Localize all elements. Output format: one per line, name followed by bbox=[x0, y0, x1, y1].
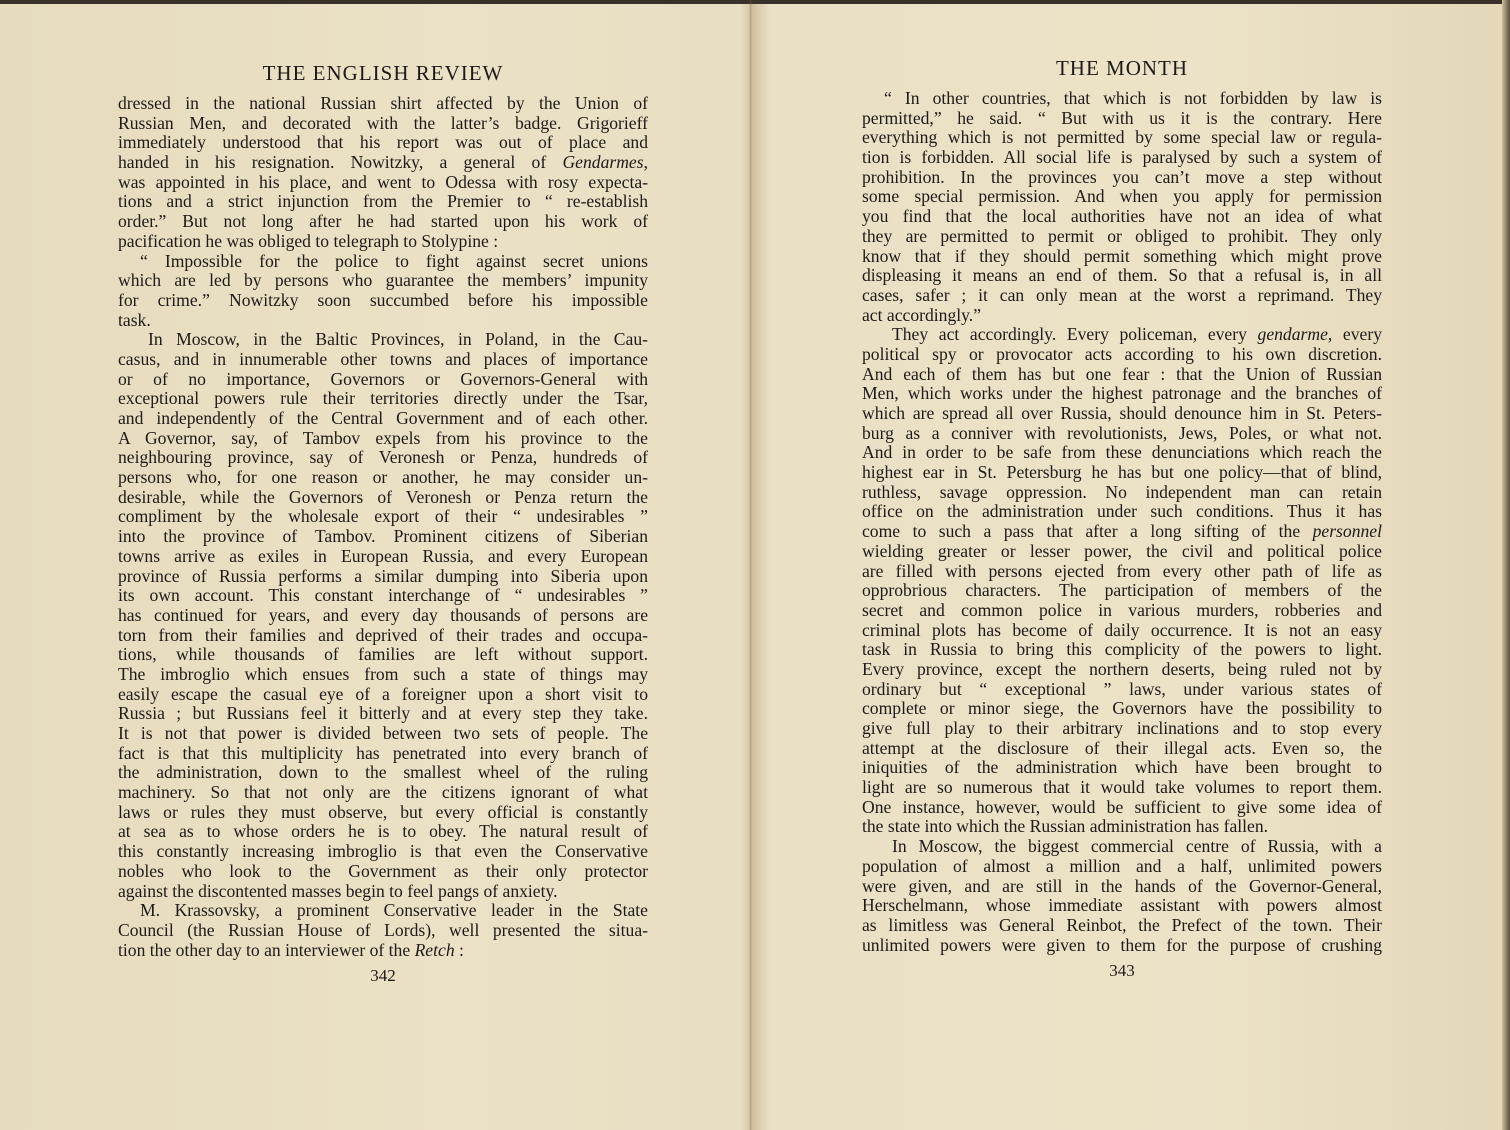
left-page-number: 342 bbox=[370, 966, 396, 986]
text-line: And each of them has but one fear : that the Union of Russian bbox=[862, 364, 1382, 384]
text-line: some special permission. And when you apply for permission bbox=[862, 187, 1382, 207]
text-line: task. bbox=[118, 310, 151, 330]
text-line: everything which is not permitted by some special law or regula- bbox=[862, 128, 1382, 148]
text-line: ordinary but “ exceptional ” laws, under various states of bbox=[862, 679, 1382, 699]
text-line: order.” But not long after he had started upon his work of bbox=[118, 212, 648, 232]
text-line: as limitless was General Reinbot, the Prefect of the town. Their bbox=[862, 915, 1382, 935]
text-line: laws or rules they must observe, but every official is constantly bbox=[118, 802, 648, 822]
text-line: give full play to their arbitrary inclinations and to stop every bbox=[862, 719, 1382, 738]
text-line: tions and a strict injunction from the Premier to “ re-establish bbox=[118, 192, 648, 212]
text-line: were given, and are still in the hands of the Governor-General, bbox=[862, 876, 1382, 896]
text-line: into the province of Tambov. Prominent citizens of Siberian bbox=[118, 527, 648, 547]
text-line: exceptional powers rule their territories directly under the Tsar, bbox=[118, 389, 648, 409]
text-line: cases, safer ; it can only mean at the worst a reprimand. They bbox=[862, 285, 1382, 305]
text-line: or of no importance, Governors or Governors-General with bbox=[118, 369, 648, 389]
text-line: highest ear in St. Petersburg he has but one policy—that of blind, bbox=[862, 463, 1382, 483]
text-line: are filled with persons ejected from every other path of life as bbox=[862, 561, 1382, 581]
text-line: ruthless, savage oppression. No independent man can retain bbox=[862, 482, 1382, 502]
text-line: In Moscow, in the Baltic Provinces, in Poland, in the Cau- bbox=[148, 330, 648, 350]
text-line: attempt at the disclosure of their illegal acts. Even so, the bbox=[862, 738, 1382, 758]
text-line: Russian Men, and decorated with the latter’s badge. Grigorieff bbox=[118, 113, 648, 133]
text-line: fact is that this multiplicity has penetrated into every branch of bbox=[118, 743, 648, 763]
text-line: Russia ; but Russians feel it bitterly and at every step they take. bbox=[118, 704, 648, 724]
left-running-head: THE ENGLISH REVIEW bbox=[262, 61, 504, 85]
text-line: And in order to be safe from these denunciations which reach the bbox=[862, 443, 1382, 463]
text-line: prohibition. In the provinces you can’t move a step without bbox=[862, 167, 1382, 187]
text-line: against the discontented masses begin to feel pangs of anxiety. bbox=[118, 881, 558, 901]
text-line: which are led by persons who guarantee the members’ impunity bbox=[118, 271, 648, 291]
text-line: light are so numerous that it would take volumes to report them. bbox=[862, 778, 1382, 798]
text-line: persons who, for one reason or another, he may consider un- bbox=[118, 468, 648, 488]
text-line: task in Russia to bring this complicity of the powers to light. bbox=[862, 640, 1382, 660]
text-line: burg as a conniver with revolutionists, Jews, Poles, or what not. bbox=[862, 423, 1382, 443]
text-line: and independently of the Central Government and of each other. bbox=[118, 409, 648, 428]
right-running-head: THE MONTH bbox=[1055, 56, 1189, 80]
text-line: In Moscow, the biggest commercial centre of Russia, with a bbox=[892, 837, 1382, 857]
text-line: pacification he was obliged to telegraph to Stolypine : bbox=[118, 231, 499, 251]
book-gutter bbox=[749, 0, 752, 1130]
text-line: It is not that power is divided between two sets of people. The bbox=[118, 724, 648, 743]
text-line: at sea as to whose orders he is to obey. The natural result of bbox=[118, 822, 648, 842]
text-line: handed in his resignation. Nowitzky, a general of Gendarmes, bbox=[118, 153, 648, 173]
text-line: the administration, down to the smallest wheel of the ruling bbox=[118, 763, 648, 783]
text-line: tions, while thousands of families are left without support. bbox=[118, 645, 648, 665]
text-line: torn from their families and deprived of their trades and occupa- bbox=[118, 625, 648, 645]
text-line: towns arrive as exiles in European Russia, and every European bbox=[118, 546, 648, 566]
text-line: you find that the local authorities have not an idea of what bbox=[862, 207, 1382, 227]
text-line: criminal plots has become of daily occurrence. It is not an easy bbox=[862, 620, 1382, 640]
book-top-edge bbox=[0, 0, 1510, 4]
text-line: easily escape the casual eye of a foreigner upon a short visit to bbox=[118, 684, 648, 704]
text-line: immediately understood that his report was out of place and bbox=[118, 133, 648, 153]
text-line: which are spread all over Russia, should denounce him in St. Peters- bbox=[862, 404, 1382, 423]
text-line: they are permitted to permit or obliged to prohibit. They only bbox=[862, 226, 1382, 246]
text-line: Council (the Russian House of Lords), well presented the situa- bbox=[118, 920, 648, 940]
text-line: Men, which works under the highest patronage and the branches of bbox=[862, 384, 1382, 404]
text-line: the state into which the Russian administration has fallen. bbox=[862, 817, 1269, 837]
text-line: nobles who look to the Government as their only protector bbox=[118, 861, 648, 881]
text-line: casus, and in innumerable other towns and places of importance bbox=[118, 349, 648, 369]
text-line: province of Russia performs a similar dumping into Siberia upon bbox=[118, 566, 648, 586]
text-line: compliment by the wholesale export of their “ undesirables ” bbox=[118, 507, 648, 527]
text-line: They act accordingly. Every policeman, every gendarme, every bbox=[892, 325, 1382, 345]
text-line: wielding greater or lesser power, the civil and political police bbox=[862, 541, 1382, 561]
text-line: “ Impossible for the police to fight against secret unions bbox=[140, 251, 648, 271]
text-line: its own account. This constant interchange of “ undesirables ” bbox=[118, 586, 648, 606]
text-line: dressed in the national Russian shirt affected by the Union of bbox=[118, 94, 648, 113]
text-line: desirable, while the Governors of Veronesh or Penza return the bbox=[118, 487, 648, 507]
text-line: for crime.” Nowitzky soon succumbed before his impossible bbox=[118, 290, 648, 310]
right-text-block bbox=[862, 89, 1382, 955]
text-line: Every province, except the northern deserts, being ruled not by bbox=[862, 659, 1382, 679]
text-line: The imbroglio which ensues from such a state of things may bbox=[118, 664, 648, 684]
text-line: displeasing it means an end of them. So that a refusal is, in all bbox=[862, 266, 1382, 286]
text-line: tion is forbidden. All social life is paralysed by such a system of bbox=[862, 148, 1382, 168]
text-line: iniquities of the administration which have been brought to bbox=[862, 758, 1382, 778]
text-line: M. Krassovsky, a prominent Conservative leader in the State bbox=[140, 901, 648, 921]
text-line: has continued for years, and every day thousands of persons are bbox=[118, 605, 648, 625]
left-text-block bbox=[118, 94, 648, 960]
text-line: tion the other day to an interviewer of the Retch : bbox=[118, 940, 464, 960]
text-line: opprobrious characters. The participation of members of the bbox=[862, 581, 1382, 601]
text-line: Herschelmann, whose immediate assistant with powers almost bbox=[862, 896, 1382, 916]
left-page bbox=[118, 58, 648, 986]
text-line: unlimited powers were given to them for the purpose of crushing bbox=[862, 935, 1382, 955]
text-line: political spy or provocator acts according to his own discretion. bbox=[862, 344, 1382, 364]
right-page bbox=[862, 53, 1382, 981]
right-page-number: 343 bbox=[1109, 961, 1135, 981]
text-line: come to such a pass that after a long sifting of the personnel bbox=[862, 522, 1382, 542]
text-line: act accordingly.” bbox=[862, 305, 982, 325]
text-line: population of almost a million and a half, unlimited powers bbox=[862, 856, 1382, 876]
text-line: know that if they should permit something which might prove bbox=[862, 246, 1382, 266]
text-line: “ In other countries, that which is not forbidden by law is bbox=[884, 89, 1382, 108]
text-line: this constantly increasing imbroglio is that even the Conservative bbox=[118, 842, 648, 862]
text-line: secret and common police in various murders, robberies and bbox=[862, 600, 1382, 620]
text-line: complete or minor siege, the Governors have the possibility to bbox=[862, 699, 1382, 719]
text-line: permitted,” he said. “ But with us it is the contrary. Here bbox=[862, 108, 1382, 128]
text-line: One instance, however, would be sufficient to give some idea of bbox=[862, 797, 1382, 817]
text-line: A Governor, say, of Tambov expels from his province to the bbox=[118, 428, 648, 448]
text-line: neighbouring province, say of Veronesh or Penza, hundreds of bbox=[118, 448, 648, 468]
book-right-edge bbox=[1502, 0, 1510, 1130]
text-line: machinery. So that not only are the citizens ignorant of what bbox=[118, 783, 648, 803]
text-line: office on the administration under such conditions. Thus it has bbox=[862, 502, 1382, 522]
text-line: was appointed in his place, and went to Odessa with rosy expecta- bbox=[118, 172, 648, 192]
